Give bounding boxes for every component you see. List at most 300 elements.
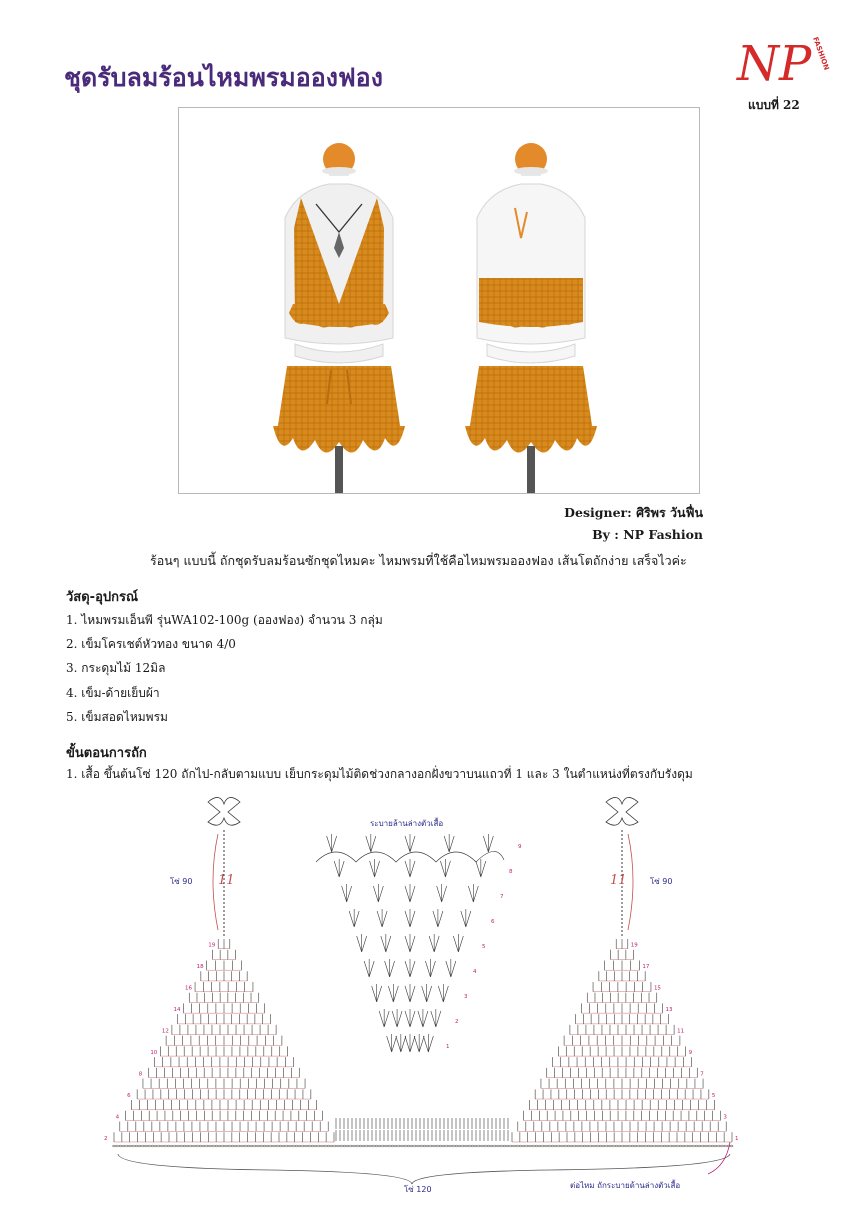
row-number: 15 bbox=[653, 985, 661, 992]
chain-stitch bbox=[205, 1145, 208, 1147]
row-number: 11 bbox=[677, 1028, 685, 1035]
chain-stitch bbox=[612, 1145, 615, 1147]
chain-stitch bbox=[484, 1145, 487, 1147]
chain-stitch bbox=[525, 1145, 528, 1147]
chain-stitch bbox=[705, 1145, 708, 1147]
join-label: ต่อไหม ถักระบายด้านล่างตัวเสื้อ bbox=[570, 1181, 681, 1190]
chain-stitch bbox=[369, 1145, 372, 1147]
chain-stitch bbox=[455, 1145, 458, 1147]
list-item: 3. กระดุมไม้ 12มิล bbox=[66, 661, 166, 676]
chain-stitch bbox=[397, 1145, 400, 1147]
chain-stitch bbox=[452, 1145, 455, 1147]
chain-stitch bbox=[468, 1145, 471, 1147]
fan-stitch bbox=[388, 984, 398, 1002]
row-number: 19 bbox=[630, 942, 638, 949]
brand-credit: By : NP Fashion bbox=[592, 527, 703, 542]
chain-stitch bbox=[231, 1145, 234, 1147]
fan-stitch bbox=[437, 884, 447, 902]
steps-heading: ขั้นตอนการถัก bbox=[66, 746, 147, 761]
fan-stitch bbox=[405, 1009, 415, 1027]
fan-stitch bbox=[334, 859, 344, 877]
chain-stitch bbox=[596, 1145, 599, 1147]
chain-stitch bbox=[244, 1145, 247, 1147]
chain-stitch bbox=[641, 1145, 644, 1147]
chain-stitch bbox=[145, 1145, 148, 1147]
chain-stitch bbox=[548, 1145, 551, 1147]
chain-stitch bbox=[487, 1145, 490, 1147]
chain-stitch bbox=[631, 1145, 634, 1147]
left-cup-chart bbox=[104, 939, 334, 1142]
chain-stitch bbox=[644, 1145, 647, 1147]
fan-stitch bbox=[327, 834, 337, 852]
chain-stitch bbox=[721, 1145, 724, 1147]
chain-stitch bbox=[465, 1145, 468, 1147]
chain-stitch bbox=[221, 1145, 224, 1147]
chain-stitch bbox=[385, 1145, 388, 1147]
fan-stitch bbox=[366, 834, 376, 852]
fan-stitch bbox=[405, 909, 415, 927]
crochet-chart bbox=[90, 790, 770, 1200]
chain-stitch bbox=[349, 1145, 352, 1147]
chain-stitch bbox=[180, 1145, 183, 1147]
fan-stitch bbox=[405, 859, 415, 877]
fan-stitch bbox=[461, 909, 471, 927]
row-number: 2 bbox=[455, 1019, 459, 1025]
chain-stitch bbox=[573, 1145, 576, 1147]
chain-stitch bbox=[513, 1145, 516, 1147]
chain-stitch bbox=[183, 1145, 186, 1147]
chain-stitch bbox=[157, 1145, 160, 1147]
chain-stitch bbox=[650, 1145, 653, 1147]
row-number: 3 bbox=[723, 1114, 727, 1121]
chain-stitch bbox=[692, 1145, 695, 1147]
fan-stitch bbox=[405, 959, 415, 977]
chain-stitch bbox=[125, 1145, 128, 1147]
chain-stitch bbox=[199, 1145, 202, 1147]
row-number: 1 bbox=[735, 1135, 739, 1142]
row-number: 6 bbox=[127, 1092, 131, 1099]
chain-stitch bbox=[615, 1145, 618, 1147]
chain-stitch bbox=[116, 1145, 119, 1147]
fan-stitch bbox=[349, 909, 359, 927]
row-number: 5 bbox=[711, 1092, 716, 1099]
row-number: 6 bbox=[491, 919, 495, 925]
chain-stitch bbox=[461, 1145, 464, 1147]
fan-stitch bbox=[440, 859, 450, 877]
chain-stitch bbox=[189, 1145, 192, 1147]
chain-stitch bbox=[500, 1145, 503, 1147]
chain-stitch bbox=[708, 1145, 711, 1147]
list-item: 2. เข็มโครเชต์หัวทอง ขนาด 4/0 bbox=[66, 637, 236, 652]
chain-stitch bbox=[401, 1145, 404, 1147]
chain-stitch bbox=[634, 1145, 637, 1147]
chain-stitch bbox=[410, 1145, 413, 1147]
chain-stitch bbox=[241, 1145, 244, 1147]
chain-stitch bbox=[557, 1145, 560, 1147]
chain-stitch bbox=[337, 1145, 340, 1147]
chain-stitch bbox=[509, 1145, 512, 1147]
row-number: 5 bbox=[482, 944, 486, 950]
chain-stitch bbox=[551, 1145, 554, 1147]
chain-stitch bbox=[545, 1145, 548, 1147]
chain-stitch bbox=[407, 1145, 410, 1147]
strap-left bbox=[170, 797, 240, 938]
chain-stitch bbox=[663, 1145, 666, 1147]
chain-stitch bbox=[234, 1145, 237, 1147]
chain-stitch bbox=[621, 1145, 624, 1147]
chain-stitch bbox=[356, 1145, 359, 1147]
row-number: 18 bbox=[196, 964, 204, 971]
chain-stitch bbox=[119, 1145, 122, 1147]
fan-stitch bbox=[385, 959, 395, 977]
chain-stitch bbox=[522, 1145, 525, 1147]
fan-stitch bbox=[422, 984, 432, 1002]
materials-list bbox=[66, 611, 383, 732]
chain-stitch bbox=[177, 1145, 180, 1147]
chain-stitch bbox=[673, 1145, 676, 1147]
fan-stitch bbox=[379, 1009, 389, 1027]
chain-stitch bbox=[260, 1145, 263, 1147]
fan-stitch bbox=[342, 884, 352, 902]
chain-stitch bbox=[657, 1145, 660, 1147]
chain-stitch bbox=[583, 1145, 586, 1147]
chain-stitch bbox=[653, 1145, 656, 1147]
fan-stitch bbox=[370, 859, 380, 877]
chain-stitch bbox=[471, 1145, 474, 1147]
chain-stitch bbox=[516, 1145, 519, 1147]
chain-stitch bbox=[330, 1145, 333, 1147]
mannequin-front-photo bbox=[273, 143, 405, 494]
fan-stitch bbox=[444, 834, 454, 852]
chain-stitch bbox=[151, 1145, 154, 1147]
fan-stitch bbox=[372, 984, 382, 1002]
chain-stitch bbox=[289, 1145, 292, 1147]
row-number: 7 bbox=[500, 894, 504, 900]
chain-stitch bbox=[269, 1145, 272, 1147]
chain-stitch bbox=[321, 1145, 324, 1147]
chain-stitch bbox=[689, 1145, 692, 1147]
fan-stitch bbox=[381, 934, 391, 952]
row-number: 2 bbox=[104, 1135, 108, 1142]
chain-stitch bbox=[257, 1145, 260, 1147]
chain-stitch bbox=[730, 1145, 733, 1147]
chain-stitch bbox=[449, 1145, 452, 1147]
chain-stitch bbox=[676, 1145, 679, 1147]
mannequin-back-photo bbox=[465, 143, 597, 494]
strap-right bbox=[606, 797, 672, 938]
chain-stitch bbox=[669, 1145, 672, 1147]
row-number: 12 bbox=[161, 1028, 169, 1035]
row-number: 4 bbox=[115, 1114, 120, 1121]
row-number: 7 bbox=[700, 1071, 704, 1078]
chain-stitch bbox=[490, 1145, 493, 1147]
chain-stitch bbox=[609, 1145, 612, 1147]
chain-stitch bbox=[714, 1145, 717, 1147]
row-number: 13 bbox=[665, 1007, 673, 1014]
chain-stitch bbox=[682, 1145, 685, 1147]
list-item: 4. เข็ม-ด้ายเย็บผ้า bbox=[66, 685, 160, 700]
chain-stitch bbox=[586, 1145, 589, 1147]
chain-stitch bbox=[554, 1145, 557, 1147]
chain-stitch bbox=[577, 1145, 580, 1147]
chain-stitch bbox=[394, 1145, 397, 1147]
fan-stitch bbox=[414, 1034, 424, 1052]
row-number: 8 bbox=[138, 1071, 143, 1078]
chain-stitch bbox=[679, 1145, 682, 1147]
chain-stitch bbox=[519, 1145, 522, 1147]
chain-stitch bbox=[170, 1145, 173, 1147]
chain-stitch bbox=[365, 1145, 368, 1147]
chain-stitch bbox=[698, 1145, 701, 1147]
chain-stitch bbox=[141, 1145, 144, 1147]
ruffle-chart bbox=[316, 834, 522, 1052]
chain-stitch bbox=[113, 1145, 116, 1147]
chain-stitch bbox=[724, 1145, 727, 1147]
chain-stitch bbox=[535, 1145, 538, 1147]
chain-stitch bbox=[135, 1145, 138, 1147]
chain-stitch bbox=[381, 1145, 384, 1147]
chain-stitch bbox=[413, 1145, 416, 1147]
pattern-number: แบบที่ 22 bbox=[748, 98, 800, 112]
fan-stitch bbox=[433, 909, 443, 927]
chain-stitch bbox=[202, 1145, 205, 1147]
chain-stitch bbox=[497, 1145, 500, 1147]
row-number: 9 bbox=[518, 844, 522, 850]
chain-stitch bbox=[445, 1145, 448, 1147]
svg-text:NP: NP bbox=[737, 36, 812, 92]
chain-stitch bbox=[362, 1145, 365, 1147]
chain-stitch bbox=[305, 1145, 308, 1147]
chain-stitch bbox=[404, 1145, 407, 1147]
chain-stitch bbox=[666, 1145, 669, 1147]
chain-stitch bbox=[132, 1145, 135, 1147]
strap-label-right: โซ่ 90 bbox=[650, 877, 673, 886]
step-1-text: 1. เสื้อ ขึ้นต้นโซ่ 120 ถักไป-กลับตามแบบ เย็บกระดุมไม้ติดช่วงกลางอกฝั่งขวาบนแถวที่ 1 และ 3 ในตำแหน่งที่ตรงกับรังดุม bbox=[66, 767, 693, 781]
chain-stitch bbox=[439, 1145, 442, 1147]
chain-stitch bbox=[173, 1145, 176, 1147]
chain-stitch bbox=[263, 1145, 266, 1147]
chain-stitch bbox=[285, 1145, 288, 1147]
chain-stitch bbox=[279, 1145, 282, 1147]
fan-stitch bbox=[405, 984, 415, 1002]
row-number: 8 bbox=[509, 869, 513, 875]
fan-stitch bbox=[429, 934, 439, 952]
designer-credit: Designer: ศิริพร วันฟื่น bbox=[564, 505, 703, 520]
chain-stitch bbox=[429, 1145, 432, 1147]
fan-stitch bbox=[405, 1034, 415, 1052]
chain-stitch bbox=[618, 1145, 621, 1147]
chain-stitch bbox=[567, 1145, 570, 1147]
row-number: 1 bbox=[446, 1044, 450, 1050]
product-photo bbox=[178, 107, 700, 494]
fan-stitch bbox=[387, 1034, 397, 1052]
fan-stitch bbox=[468, 884, 478, 902]
chain-stitch bbox=[340, 1145, 343, 1147]
fan-stitch bbox=[405, 884, 415, 902]
row-number: 3 bbox=[464, 994, 468, 1000]
chain-stitch bbox=[647, 1145, 650, 1147]
chain-stitch bbox=[602, 1145, 605, 1147]
chain-stitch bbox=[324, 1145, 327, 1147]
chain-stitch bbox=[391, 1145, 394, 1147]
strap-number-left: 11 bbox=[218, 873, 235, 888]
chain-stitch bbox=[122, 1145, 125, 1147]
chain-stitch bbox=[138, 1145, 141, 1147]
chain-stitch bbox=[660, 1145, 663, 1147]
row-number: 4 bbox=[473, 969, 477, 975]
chain-stitch bbox=[327, 1145, 330, 1147]
chain-stitch bbox=[237, 1145, 240, 1147]
ruffle-label: ระบายล้านล่างตัวเสื้อ bbox=[370, 819, 444, 828]
chain-stitch bbox=[593, 1145, 596, 1147]
row-number: 17 bbox=[642, 964, 650, 971]
chain-stitch bbox=[417, 1145, 420, 1147]
chain-stitch bbox=[193, 1145, 196, 1147]
chain-stitch bbox=[580, 1145, 583, 1147]
chain-stitch bbox=[161, 1145, 164, 1147]
row-number: 10 bbox=[150, 1049, 158, 1056]
chain-stitch bbox=[359, 1145, 362, 1147]
base-chain-label: โซ่ 120 bbox=[404, 1185, 432, 1194]
chain-stitch bbox=[215, 1145, 218, 1147]
chain-stitch bbox=[167, 1145, 170, 1147]
chain-stitch bbox=[317, 1145, 320, 1147]
chain-stitch bbox=[250, 1145, 253, 1147]
chain-stitch bbox=[637, 1145, 640, 1147]
chain-stitch bbox=[564, 1145, 567, 1147]
chain-stitch bbox=[372, 1145, 375, 1147]
row-number: 19 bbox=[208, 942, 216, 949]
chain-stitch bbox=[433, 1145, 436, 1147]
chain-stitch bbox=[474, 1145, 477, 1147]
chain-stitch bbox=[148, 1145, 151, 1147]
chain-stitch bbox=[164, 1145, 167, 1147]
chain-stitch bbox=[506, 1145, 509, 1147]
chain-stitch bbox=[388, 1145, 391, 1147]
chain-stitch bbox=[212, 1145, 215, 1147]
chain-stitch bbox=[717, 1145, 720, 1147]
list-item: 5. เข็มสอดไหมพรม bbox=[66, 709, 168, 724]
chain-stitch bbox=[154, 1145, 157, 1147]
fan-stitch bbox=[431, 1009, 441, 1027]
chain-stitch bbox=[493, 1145, 496, 1147]
chain-stitch bbox=[276, 1145, 279, 1147]
chain-stitch bbox=[282, 1145, 285, 1147]
chain-stitch bbox=[442, 1145, 445, 1147]
chain-stitch bbox=[273, 1145, 276, 1147]
fan-stitch bbox=[418, 1009, 428, 1027]
chain-stitch bbox=[295, 1145, 298, 1147]
chain-stitch bbox=[333, 1145, 336, 1147]
fan-stitch bbox=[396, 1034, 406, 1052]
chain-stitch bbox=[529, 1145, 532, 1147]
chain-stitch bbox=[420, 1145, 423, 1147]
chain-stitch bbox=[292, 1145, 295, 1147]
chain-stitch bbox=[538, 1145, 541, 1147]
fan-stitch bbox=[405, 934, 415, 952]
chain-stitch bbox=[503, 1145, 506, 1147]
chain-stitch bbox=[685, 1145, 688, 1147]
chain-stitch bbox=[625, 1145, 628, 1147]
chain-stitch bbox=[378, 1145, 381, 1147]
chain-stitch bbox=[311, 1145, 314, 1147]
chain-stitch bbox=[423, 1145, 426, 1147]
chain-stitch bbox=[308, 1145, 311, 1147]
chain-stitch bbox=[266, 1145, 269, 1147]
np-fashion-logo bbox=[733, 30, 833, 94]
row-number: 9 bbox=[688, 1049, 693, 1056]
chain-stitch bbox=[129, 1145, 132, 1147]
chain-stitch bbox=[561, 1145, 564, 1147]
fan-stitch bbox=[446, 959, 456, 977]
chain-stitch bbox=[346, 1145, 349, 1147]
chain-stitch bbox=[695, 1145, 698, 1147]
fan-stitch bbox=[373, 884, 383, 902]
row-number: 14 bbox=[173, 1007, 181, 1014]
chain-stitch bbox=[209, 1145, 212, 1147]
chain-stitch bbox=[375, 1145, 378, 1147]
fan-stitch bbox=[357, 934, 367, 952]
chain-stitch bbox=[426, 1145, 429, 1147]
chain-stitch bbox=[301, 1145, 304, 1147]
list-item: 1. ไหมพรมเอ็นพี รุ่นWA102-100g (อองฟอง) จำนวน 3 กลุ่ม bbox=[66, 613, 383, 627]
chain-stitch bbox=[532, 1145, 535, 1147]
chain-stitch bbox=[218, 1145, 221, 1147]
chain-stitch bbox=[477, 1145, 480, 1147]
chain-stitch bbox=[570, 1145, 573, 1147]
chain-stitch bbox=[541, 1145, 544, 1147]
chain-stitch bbox=[353, 1145, 356, 1147]
intro-text: ร้อนๆ แบบนี้ ถักชุดรับลมร้อนซักชุดไหมคะ ไหมพรมที่ใช้คือไหมพรมอองฟอง เส้นโตถักง่าย เสร็จไวค่ะ bbox=[150, 553, 687, 568]
chain-stitch bbox=[343, 1145, 346, 1147]
fan-stitch bbox=[377, 909, 387, 927]
strap-label-left: โซ่ 90 bbox=[170, 877, 193, 886]
fan-stitch bbox=[425, 959, 435, 977]
fan-stitch bbox=[392, 1009, 402, 1027]
chain-stitch bbox=[247, 1145, 250, 1147]
chain-stitch bbox=[314, 1145, 317, 1147]
page-title: ชุดรับลมร้อนไหมพรมอองฟอง bbox=[64, 63, 383, 92]
chain-stitch bbox=[196, 1145, 199, 1147]
fan-stitch bbox=[364, 959, 374, 977]
chain-stitch bbox=[589, 1145, 592, 1147]
svg-text:FASHION: FASHION bbox=[811, 35, 831, 72]
right-cup-chart bbox=[512, 939, 739, 1142]
chain-stitch bbox=[599, 1145, 602, 1147]
chain-stitch bbox=[605, 1145, 608, 1147]
row-number: 16 bbox=[185, 985, 193, 992]
chain-stitch bbox=[711, 1145, 714, 1147]
fan-stitch bbox=[423, 1034, 433, 1052]
chain-stitch bbox=[298, 1145, 301, 1147]
chain-stitch bbox=[628, 1145, 631, 1147]
chain-stitch bbox=[458, 1145, 461, 1147]
materials-heading: วัสดุ-อุปกรณ์ bbox=[66, 590, 139, 605]
base-chain-band bbox=[113, 1118, 733, 1147]
chain-stitch bbox=[225, 1145, 228, 1147]
fan-stitch bbox=[405, 834, 415, 852]
chain-stitch bbox=[186, 1145, 189, 1147]
chain-stitch bbox=[228, 1145, 231, 1147]
fan-stitch bbox=[453, 934, 463, 952]
fan-stitch bbox=[476, 859, 486, 877]
chain-stitch bbox=[253, 1145, 256, 1147]
chain-stitch bbox=[481, 1145, 484, 1147]
fan-stitch bbox=[438, 984, 448, 1002]
fan-stitch bbox=[483, 834, 493, 852]
chain-stitch bbox=[436, 1145, 439, 1147]
strap-number-right: 11 bbox=[610, 873, 627, 888]
